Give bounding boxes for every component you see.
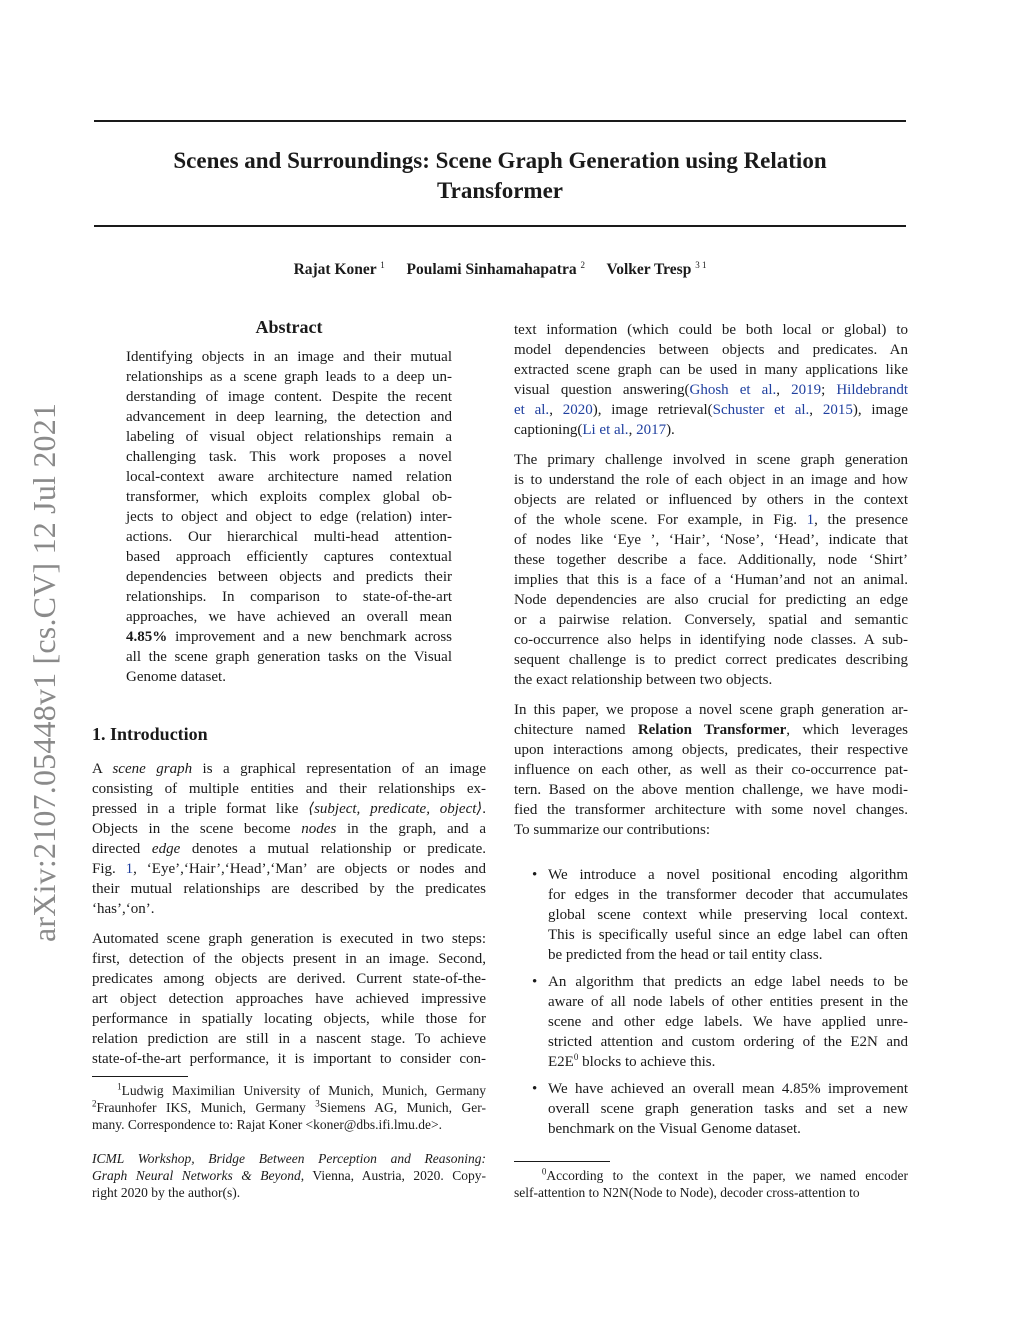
text-line: of nodes like ‘Eye ’, ‘Hair’, ‘Nose’, ‘Head’, indicate that bbox=[514, 532, 908, 548]
venue-note bbox=[92, 1150, 486, 1201]
author-name: Poulami Sinhamahapatra bbox=[406, 261, 577, 278]
text-line: This is specifically useful since an edge label can often bbox=[548, 927, 908, 943]
text-line: be predicted from the head or tail entity class. bbox=[548, 947, 823, 963]
abstract-line: local-context aware architecture named relation bbox=[126, 469, 452, 485]
footnote-line: many. Correspondence to: Rajat Koner <koner@dbs.ifi.lmu.de>. bbox=[92, 1117, 442, 1132]
author-affiliation: 1 bbox=[380, 259, 385, 270]
intro-paragraph-1 bbox=[92, 759, 486, 919]
text-line: directed edge denotes a mutual relationship or predicate. bbox=[92, 841, 486, 857]
author-name: Volker Tresp bbox=[606, 261, 692, 278]
right-paragraph-3 bbox=[514, 700, 908, 840]
text-line: state-of-the-art performance, it is important to consider con- bbox=[92, 1051, 486, 1067]
text-line: An algorithm that predicts an edge label needs to be bbox=[548, 974, 908, 990]
text-line: We introduce a novel positional encoding algorithm bbox=[548, 867, 908, 883]
text-line: The primary challenge involved in scene graph generation bbox=[514, 452, 908, 468]
author-affiliation: 3 1 bbox=[695, 259, 707, 270]
footnote-line: self-attention to N2N(Node to Node), decoder cross-attention to bbox=[514, 1185, 860, 1200]
text-line: first, detection of the objects present in an image. Second, bbox=[92, 951, 486, 967]
abstract-line: 4.85% improvement and a new benchmark across bbox=[126, 629, 452, 645]
citation-link[interactable]: 2019 bbox=[791, 382, 822, 398]
footnote-rule bbox=[92, 1076, 188, 1077]
text-line: relation prediction are still in a nascent stage. To achieve bbox=[92, 1031, 486, 1047]
text-line: chitecture named Relation Transformer, which leverages bbox=[514, 722, 908, 738]
abstract-line: actions. Our hierarchical multi-head attention- bbox=[126, 529, 452, 545]
footnote-line: ICML Workshop, Bridge Between Perception and Reasoning: bbox=[92, 1151, 486, 1166]
text-line: scene and other edge labels. We have applied unre- bbox=[548, 1014, 908, 1030]
text-line: overall scene graph generation tasks and set a new bbox=[548, 1101, 908, 1117]
paper-title-line-2: Transformer bbox=[436, 178, 564, 203]
abstract-line: based approach efficiently captures contextual bbox=[126, 549, 452, 565]
text-line: Node dependencies are also crucial for predicting an edge bbox=[514, 592, 908, 608]
figure-link[interactable]: 1 bbox=[125, 861, 134, 877]
text-line: sequent challenge is to predict correct predicates describing bbox=[514, 652, 908, 668]
text-line: extracted scene graph can be used in many applications like bbox=[514, 362, 908, 378]
right-paragraph-2 bbox=[514, 450, 908, 690]
title-bottom-rule bbox=[94, 225, 906, 227]
text-line: ‘has’,‘on’. bbox=[92, 901, 155, 917]
author-affiliation: 2 bbox=[580, 259, 585, 270]
text-line: upon interactions among objects, predicates, their respective bbox=[514, 742, 908, 758]
footnote-line: right 2020 by the author(s). bbox=[92, 1185, 241, 1200]
bullet-icon: • bbox=[532, 1081, 538, 1097]
text-line: influence on each other, as well as their co-occurrence pat- bbox=[514, 762, 908, 778]
abstract-line: jects to object and object to edge (relation) inter- bbox=[126, 509, 452, 525]
abstract-line: relationships as a scene graph leads to a deep un- bbox=[126, 369, 452, 385]
text-line: tern. Based on the above mention challenge, we have modi- bbox=[514, 782, 908, 798]
method-name: Relation Transformer bbox=[637, 722, 787, 738]
abstract-line: all the scene graph generation tasks on the Visual bbox=[126, 649, 452, 665]
text-line: $E2E^0$ blocks to achieve this. bbox=[548, 1052, 716, 1070]
text-line: co-occurrence also helps in identifying node classes. A sub- bbox=[514, 632, 908, 648]
citation-link[interactable]: Schuster et al. bbox=[712, 402, 810, 418]
text-line: In this paper, we propose a novel scene graph generation ar- bbox=[514, 702, 908, 718]
author-list bbox=[94, 261, 906, 279]
text-line: global scene context while preserving local context. bbox=[548, 907, 908, 923]
text-line: is to understand the role of each object in an image and how bbox=[514, 472, 908, 488]
text-line: Objects in the scene become nodes in the graph, and a bbox=[92, 821, 487, 837]
footnote-line: Graph Neural Networks & Beyond, Vienna, Austria, 2020. Copy- bbox=[92, 1168, 486, 1183]
text-line: performance in spatially locating objects, while those for bbox=[92, 1011, 486, 1027]
text-line: model dependencies between objects and predicates. An bbox=[514, 342, 908, 358]
citation-link[interactable]: 2017 bbox=[636, 422, 667, 438]
text-line: predicates among objects are derived. Current state-of-the- bbox=[92, 971, 486, 987]
text-line: Automated scene graph generation is executed in two steps: bbox=[92, 931, 486, 947]
abstract-line: derstanding of image content. Despite the recent bbox=[126, 389, 452, 405]
footnote-line: $^2$Fraunhofer IKS, Munich, Germany $^3$Siemens AG, Munich, Ger- bbox=[92, 1098, 486, 1115]
text-line: aware of all node labels of other entities present in the bbox=[548, 994, 908, 1010]
author-name: Rajat Koner bbox=[293, 261, 377, 278]
abstract-line: approaches, we have achieved an overall mean bbox=[126, 609, 452, 625]
text-line: stricted attention and custom ordering of the E2N and bbox=[548, 1034, 908, 1050]
text-line: consisting of multiple entities and their relationships ex- bbox=[92, 781, 486, 797]
figure-link[interactable]: 1 bbox=[806, 512, 815, 528]
abstract-line: dependencies between objects and predicts their bbox=[126, 569, 452, 585]
abstract-heading: Abstract bbox=[255, 317, 323, 337]
text-line: art object detection approaches have achieved impressive bbox=[92, 991, 486, 1007]
intro-paragraph-2 bbox=[92, 929, 486, 1069]
list-item bbox=[514, 972, 908, 1072]
abstract-highlight: 4.85% bbox=[126, 629, 168, 645]
footnote-line: $^0$According to the context in the paper, we named encoder bbox=[541, 1166, 909, 1183]
footnote-line: $^1$Ludwig Maximilian University of Munich, Munich, Germany bbox=[117, 1081, 487, 1098]
title-top-rule bbox=[94, 120, 906, 122]
abstract-line: advancement in deep learning, the detection and bbox=[126, 409, 452, 425]
encoder-footnote bbox=[514, 1167, 908, 1201]
text-line: We have achieved an overall mean 4.85% improvement bbox=[548, 1081, 908, 1097]
footnote-rule bbox=[514, 1161, 610, 1162]
text-line: et al., 2020), image retrieval(Schuster et al., 2015), image bbox=[514, 402, 909, 418]
text-line: text information (which could be both local or global) to bbox=[514, 322, 908, 338]
text-line: the exact relationship between two objects. bbox=[514, 672, 773, 688]
citation-link[interactable]: 2020 bbox=[562, 402, 593, 418]
section-heading-introduction: 1. Introduction bbox=[92, 724, 208, 744]
text-line: benchmark on the Visual Genome dataset. bbox=[548, 1121, 801, 1137]
text-line: their mutual relationships are described by the predicates bbox=[92, 881, 486, 897]
citation-link[interactable]: 2015 bbox=[822, 402, 853, 418]
list-item bbox=[514, 865, 908, 965]
citation-link[interactable]: Li et al. bbox=[582, 422, 629, 438]
text-line: or a pairwise relation. Conversely, spatial and semantic bbox=[514, 612, 908, 628]
abstract-line: relationships. In comparison to state-of-the-art bbox=[126, 589, 452, 605]
text-line: objects are related or influenced by others in the context bbox=[514, 492, 908, 508]
text-line: implies that this is a face of a ‘Human’and not an animal. bbox=[514, 572, 908, 588]
triple-notation: ⟨subject, predicate, object⟩ bbox=[308, 801, 483, 817]
text-line: these together describe a face. Additionally, node ‘Shirt’ bbox=[514, 552, 908, 568]
bullet-icon: • bbox=[532, 867, 538, 883]
citation-link[interactable]: et al. bbox=[514, 402, 550, 418]
text-line: Fig. 1, ‘Eye’,‘Hair’,‘Head’,‘Man’ are objects or nodes and bbox=[92, 861, 486, 877]
affiliation-footnotes bbox=[92, 1082, 486, 1133]
contributions-list bbox=[514, 865, 908, 1146]
text-line: To summarize our contributions: bbox=[514, 822, 710, 838]
abstract-line: transformer, which exploits complex global ob- bbox=[126, 489, 452, 505]
citation-link[interactable]: Hildebrandt bbox=[836, 382, 908, 398]
paper-title-line-1: Scenes and Surroundings: Scene Graph Generation using Relation bbox=[173, 148, 827, 173]
abstract-body bbox=[126, 347, 452, 687]
abstract-line: challenging task. This work proposes a novel bbox=[126, 449, 452, 465]
abstract-line: Identifying objects in an image and their mutual bbox=[126, 349, 452, 365]
abstract-line: Genome dataset. bbox=[126, 669, 226, 685]
bullet-icon: • bbox=[532, 974, 538, 990]
text-line: pressed in a triple format like ⟨subject, predicate, object⟩. bbox=[92, 801, 486, 817]
text-line: A scene graph is a graphical representation of an image bbox=[92, 761, 486, 777]
text-line: of the whole scene. For example, in Fig. 1, the presence bbox=[514, 512, 908, 528]
list-item bbox=[514, 1079, 908, 1139]
citation-link[interactable]: Ghosh et al. bbox=[689, 382, 777, 398]
arxiv-identifier-stamp: arXiv:2107.05448v1 [cs.CV] 12 Jul 2021 bbox=[26, 402, 62, 942]
text-line: fied the transformer architecture with some novel changes. bbox=[514, 802, 908, 818]
right-paragraph-1 bbox=[514, 320, 908, 440]
text-line: visual question answering(Ghosh et al., 2019; Hildebrandt bbox=[514, 382, 908, 398]
text-line: captioning(Li et al., 2017). bbox=[514, 422, 675, 438]
text-line: for edges in the transformer decoder that accumulates bbox=[548, 887, 908, 903]
abstract-line: labeling of visual object relationships remain a bbox=[126, 429, 452, 445]
